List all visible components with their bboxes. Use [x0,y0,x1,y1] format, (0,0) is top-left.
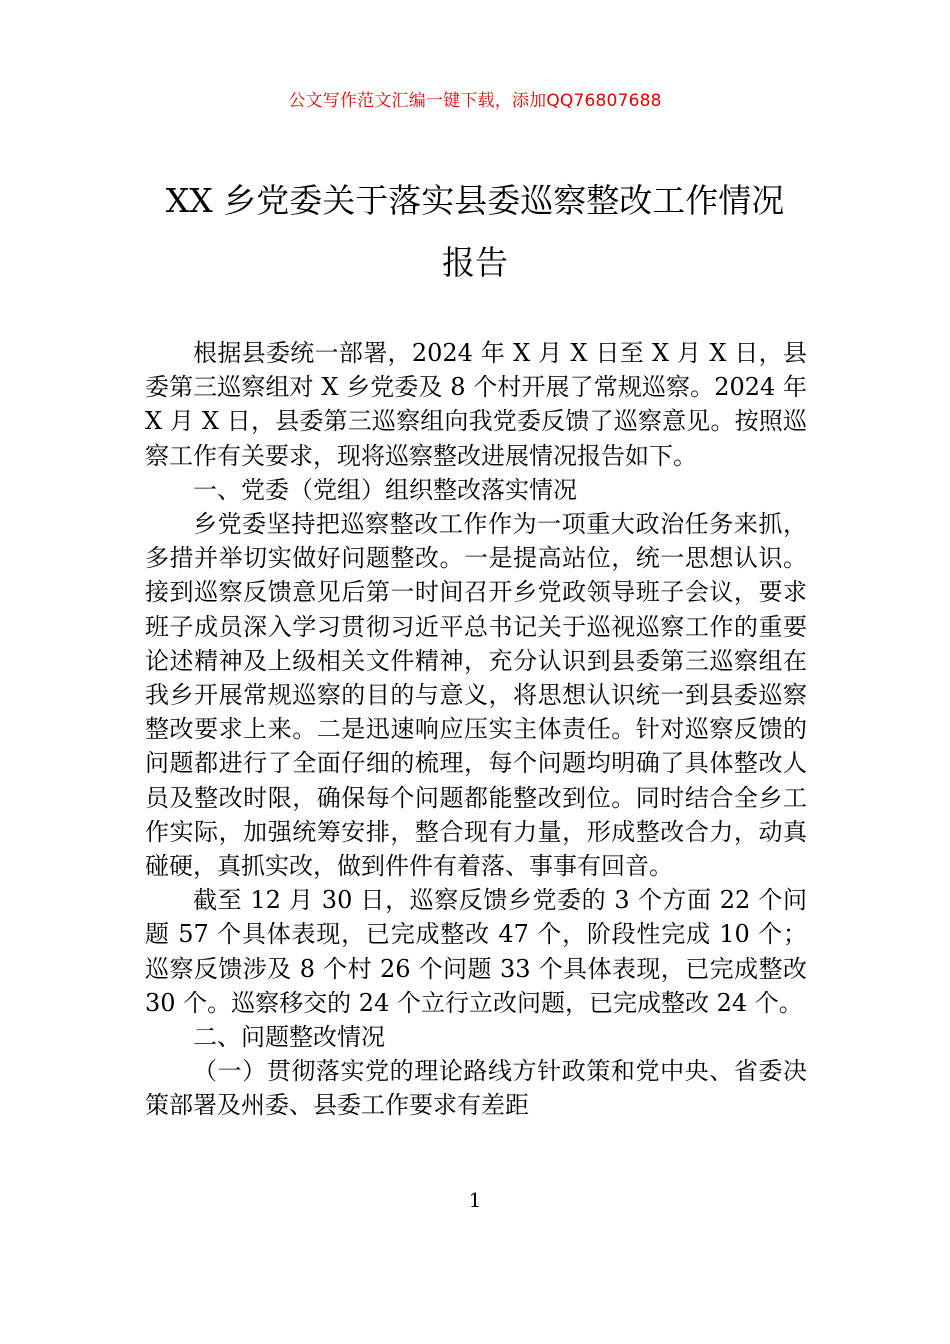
document-title [120,170,830,294]
paragraph-progress-stats: 截至 12 月 30 日，巡察反馈乡党委的 3 个方面 22 个问题 57 个具体表现，已完成整改 47 个，阶段性完成 10 个；巡察反馈涉及 8 个村 26 个问题 33 个具体表现，已完成整改 30 个。巡察移交的 24 个立行立改问题，已完成整改 24 个。 [145,886,807,1017]
page-number: 1 [468,1188,482,1212]
paragraph-rectification-measures: 乡党委坚持把巡察整改工作作为一项重大政治任务来抓，多措并举切实做好问题整改。一是提高站位，统一思想认识。接到巡察反馈意见后第一时间召开乡党政领导班子会议，要求班子成员深入学习贯彻习近平总书记关于巡视巡察工作的重要论述精神及上级相关文件精神，充分认识到县委第三巡察组在我乡开展常规巡察的目的与意义，将思想认识统一到县委巡察整改要求上来。二是迅速响应压实主体责任。针对巡察反馈的问题都进行了全面仔细的梳理，每个问题均明确了具体整改人员及整改时限，确保每个问题都能整改到位。同时结合全乡工作实际，加强统筹安排，整合现有力量，形成整改合力，动真碰硬，真抓实改，做到件件有着落、事事有回音。 [145,510,807,881]
title-line-1: XX 乡党委关于落实县委巡察整改工作情况 [165,181,785,220]
subsection-heading-1: （一）贯彻落实党的理论路线方针政策和党中央、省委决策部署及州委、县委工作要求有差距 [145,1057,807,1120]
section-heading-1: 一、党委（党组）组织整改落实情况 [193,475,577,504]
section-heading-2: 二、问题整改情况 [193,1023,385,1052]
paragraph-intro: 根据县委统一部署，2024 年 X 月 X 日至 X 月 X 日，县委第三巡察组对 X 乡党委及 8 个村开展了常规巡察。2024 年 X 月 X 日，县委第三巡察组向我党委反馈了巡察意见。按照巡察工作有关要求，现将巡察整改进展情况报告如下。 [145,339,807,470]
title-line-2: 报告 [442,243,508,282]
document-body [145,336,807,1123]
download-banner: 公文写作范文汇编一键下载，添加QQ76807688 [288,91,662,111]
